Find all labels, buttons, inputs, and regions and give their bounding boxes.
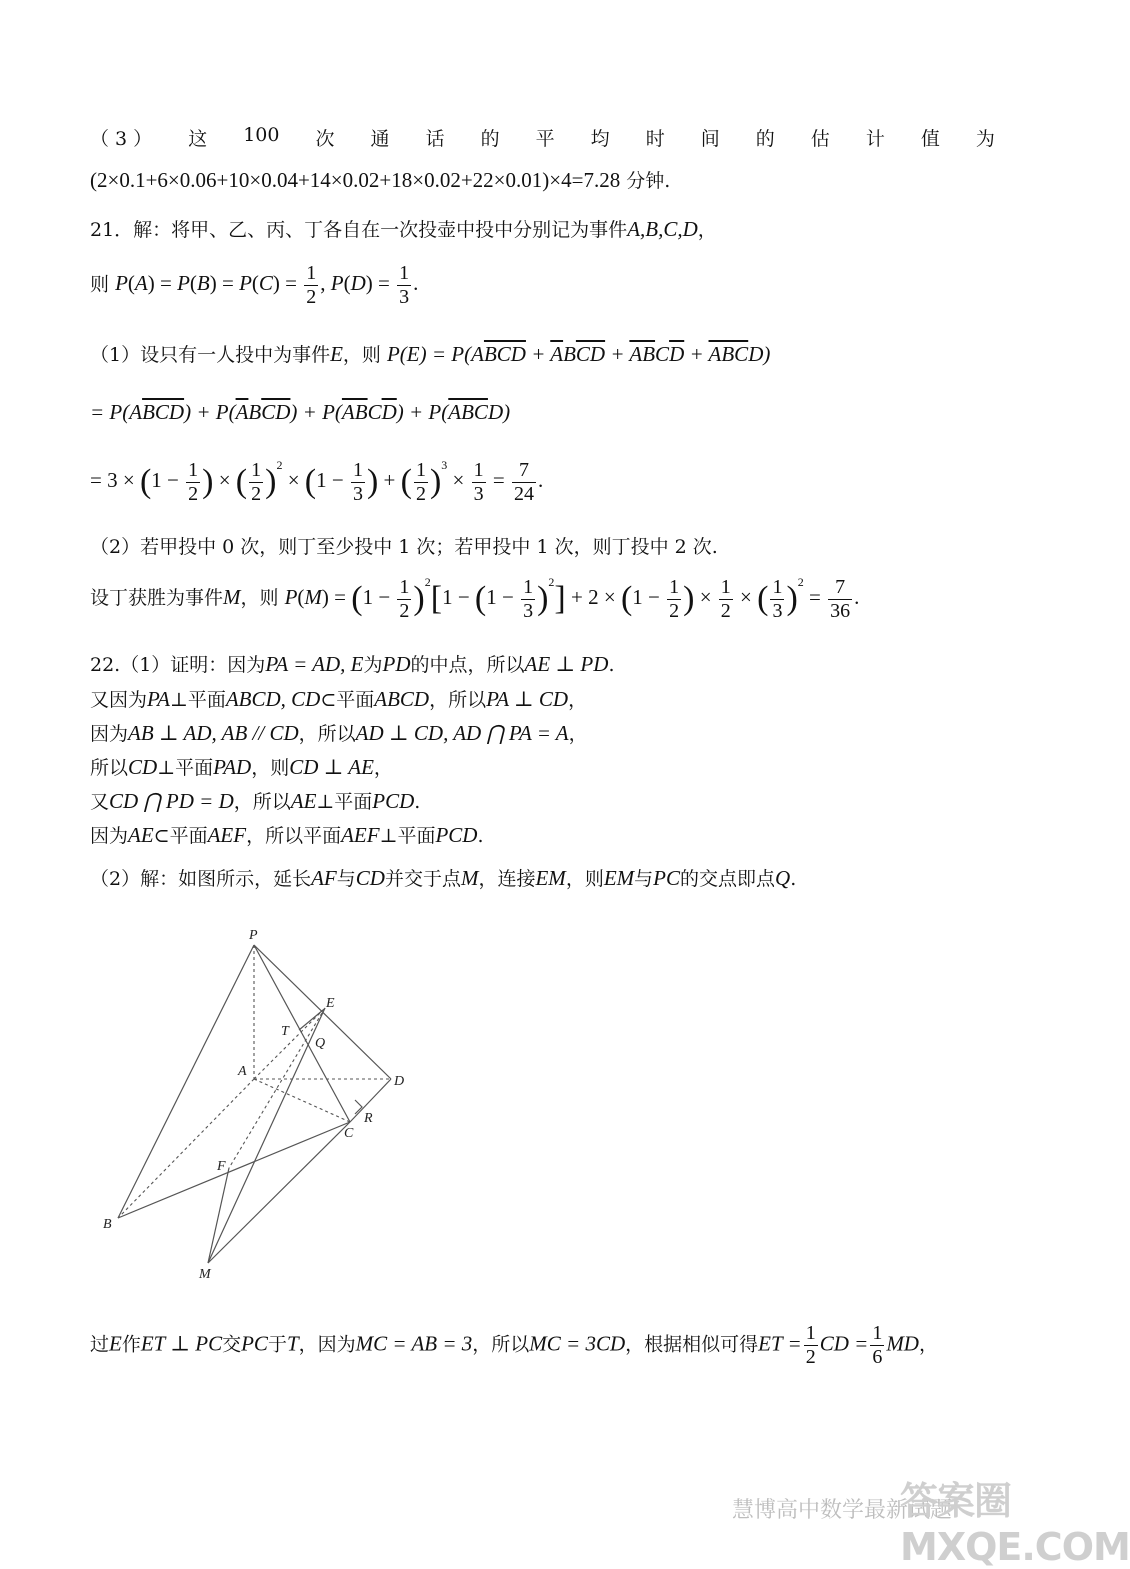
q22-math: CD (128, 755, 158, 779)
q22-text: ⊥平面 (379, 825, 436, 847)
q22-text: 过 (90, 1333, 110, 1356)
q20-char: 均 (590, 128, 610, 150)
edge-FM (208, 1168, 229, 1263)
q21-result1-den: 24 (513, 482, 534, 505)
label-E: E (326, 996, 335, 1011)
q21-p2-mid: ，则 (240, 587, 279, 609)
q21-p1-formula2: = $P(A\overline{BCD}) + P(\overline{A}B\overline{CD}) + P(\overline{AB}C\overline{D}) + P(\overline{ABC}D)$ (90, 400, 511, 424)
q20-char: 为 (975, 128, 995, 150)
q21-probs-formula: P(A) = P(B) = P(C) = $\frac{1}{2}$ , P(D) = $\frac{1}{3}$ . (115, 262, 419, 308)
q22-math: AEF (341, 823, 380, 847)
q22-text: 与 (634, 868, 654, 890)
q22-math: EM (603, 866, 635, 890)
q22-text: 又 (90, 791, 110, 813)
label-D: D (394, 1074, 405, 1089)
q21-result1-num: 7 (512, 459, 536, 483)
edge-PB (118, 945, 254, 1218)
edge-AB (118, 1079, 254, 1218)
q22-last-line: 过E作ET ⊥ PC交PC于T，因为MC = AB = 3，所以MC = 3CD，根据相似可得ET = $\frac{1}{2}$ CD = $\frac{1}{6}$ MD， (90, 1322, 938, 1368)
label-P: P (249, 928, 258, 943)
q22-math: PA (147, 687, 170, 711)
q20-char: 值 (920, 128, 940, 150)
q21-probs-prefix: 则 (90, 273, 110, 296)
q21-p1-formula3: = 3 × (1 − $\frac{1}{2}$ ) × ( $\frac{1}{2}$ )$^2$ × (1 − $\frac{1}{3}$ ) + ( $\frac{1}{2}$ )$^3$ × $\frac{1}{3}$ = $\frac{7}{24}$ . (90, 458, 544, 505)
q22-text: ⊥平面 (316, 791, 373, 813)
edge-PD (254, 945, 391, 1079)
q20-char: 的 (480, 128, 500, 150)
q22-text: ，所以平面 (246, 825, 342, 847)
q22-l1-f: AE ⊥ PD (524, 652, 609, 676)
q22-math: CD ⊥ AE (289, 755, 374, 779)
q21-result2-num: 7 (828, 576, 852, 600)
q22-math: PCD (435, 823, 478, 847)
q22-text: ，则 (251, 757, 290, 779)
q20-char: 的 (755, 128, 775, 150)
q22-math: T (286, 1331, 299, 1356)
q22-math: CD = (819, 1331, 869, 1356)
q20-char: 计 (865, 128, 885, 150)
watermark-logo: 答案圈 MXQE.COM (900, 1479, 1130, 1569)
q22-text: ， (918, 1333, 938, 1356)
q20-char: 次 (315, 128, 335, 150)
q22-text: ，则 (565, 868, 604, 890)
q22-text: ⊂平面 (153, 825, 208, 847)
q22-l1-d: PD (382, 652, 411, 676)
label-M: M (199, 1267, 211, 1282)
q22-math: MC = 3CD (529, 1331, 626, 1356)
edge-CM (208, 1122, 350, 1263)
q22-math: Q (775, 866, 791, 890)
q20-char: 通 (370, 128, 390, 150)
q22-text: . (790, 868, 797, 890)
q22-text: 又因为 (90, 689, 148, 711)
q22-text: ，根据相似可得 (625, 1333, 759, 1356)
q22-l1-a: 22.（1）证明：因为 (90, 654, 266, 676)
q22-math: M (460, 866, 479, 890)
q22-l1-g: . (608, 654, 615, 676)
q22-text: 并交于点 (384, 868, 461, 890)
q22-math: AE (128, 823, 154, 847)
q22-text: 交 (222, 1333, 242, 1356)
q21-p1-event: E (330, 342, 343, 366)
q22-math: AE (290, 789, 317, 813)
q22-math: AEF (207, 823, 247, 847)
q20-char: 时 (645, 128, 665, 150)
q21-p1-formula: $P(E) = P(A\overline{BCD} + \overline{A}B\overline{CD} + \overline{AB}C\overline{D} + \overline{ABC}D)$ (386, 342, 771, 366)
label-A: A (238, 1064, 247, 1079)
q20-char: 估 (810, 128, 830, 150)
q22-text: 的交点即点 (680, 868, 776, 890)
edge-AC (254, 1079, 350, 1122)
q22-text: ，所以 (429, 689, 487, 711)
right-angle-mark (355, 1100, 362, 1114)
q21-intro-text: 21．解：将甲、乙、丙、丁各自在一次投壶中投中分别记为事件 (90, 219, 628, 241)
q21-result2-den: 36 (830, 599, 851, 622)
q20-part3-label: （ 3 ） (90, 128, 153, 150)
q22-text: ， (568, 723, 588, 745)
q22-text: ， (568, 689, 588, 711)
q22-math: E (109, 1331, 122, 1356)
q21-p1-label: （1）设只有一人投中为事件 (90, 344, 331, 366)
q21-intro-end: ， (697, 219, 717, 241)
q22-math: PA ⊥ CD (486, 687, 569, 711)
q22-math: ET ⊥ PC (140, 1331, 223, 1356)
q22-text: ⊥平面 (157, 757, 214, 779)
q21-p2-formula: P(M) = (1 − $\frac{1}{2}$ )$^2$[1 − (1 − $\frac{1}{3}$ )$^2$] + 2 × (1 − $\frac{1}{2}$ ) × $\frac{1}{2}$ × ( $\frac{1}{3}$ )$^2$ = $\frac{7}{36}$ . (284, 575, 860, 622)
q22-text: ，所以 (472, 1333, 530, 1356)
q21-p1-mid: ，则 (342, 344, 381, 366)
q20-formula: (2×0.1+6×0.06+10×0.04+14×0.02+18×0.02+22×0.01)×4=7.28 (90, 168, 621, 192)
q21-p2-event: M (223, 585, 241, 609)
q20-unit: 分钟. (626, 170, 671, 192)
q22-l1-e: 的中点，所以 (410, 654, 525, 676)
q22-math: CD ⋂ PD = D (109, 789, 234, 813)
q22-text: ， (373, 757, 393, 779)
q22-math: AD ⊥ CD, AD ⋂ PA = A (355, 721, 569, 745)
q22-math: EM (535, 866, 566, 890)
q22-text: 作 (121, 1333, 141, 1356)
q22-math: ABCD (374, 687, 430, 711)
q21-events: A,B,C,D (627, 217, 698, 241)
label-T: T (281, 1024, 289, 1039)
edge-BC (118, 1122, 350, 1218)
q20-char: 平 (535, 128, 555, 150)
q22-text: （2）解：如图所示，延长 (90, 868, 312, 890)
q22-math: MC = AB = 3 (355, 1331, 473, 1356)
watermark-text: 慧博高中数学最新试题 (732, 1498, 953, 1523)
q22-text: 因为 (90, 723, 129, 745)
q22-math: CD (355, 866, 385, 890)
label-F: F (217, 1159, 226, 1174)
q21-p2-text: （2）若甲投中 0 次，则丁至少投中 1 次；若甲投中 1 次，则丁投中 2 次. (90, 536, 718, 558)
q21-p2-prefix: 设丁获胜为事件 (90, 587, 224, 609)
q22-text: ⊥平面 (169, 689, 226, 711)
edge-PC (254, 945, 350, 1122)
q22-text: 与 (336, 868, 356, 890)
q22-text: ，连接 (478, 868, 536, 890)
q22-text: ，所以 (298, 723, 356, 745)
edge-EF (229, 1008, 325, 1168)
q20-char: 100 (243, 124, 280, 146)
q20-char: 间 (700, 128, 720, 150)
q22-math: MD (886, 1331, 919, 1356)
q22-math: PCD (372, 789, 415, 813)
label-C: C (344, 1126, 354, 1141)
label-Q: Q (315, 1036, 326, 1051)
q22-text: ⊂平面 (320, 689, 375, 711)
q22-text: 于 (267, 1333, 287, 1356)
label-R: R (364, 1111, 373, 1126)
q20-char: 这 (188, 128, 208, 150)
q22-l1-c: 为 (363, 654, 383, 676)
q22-math: PAD (213, 755, 252, 779)
q22-text: 因为 (90, 825, 129, 847)
q22-math: ET = (758, 1331, 802, 1356)
q22-l1-b: PA = AD, E (265, 652, 364, 676)
label-B: B (103, 1217, 112, 1232)
q22-text: . (477, 825, 484, 847)
q22-text: ，所以 (233, 791, 291, 813)
q22-text: ，因为 (298, 1333, 356, 1356)
q22-math: AF (311, 866, 337, 890)
q20-char: 话 (425, 128, 445, 150)
edge-EM (208, 1008, 325, 1263)
q22-math: AB ⊥ AD, AB // CD (128, 721, 299, 745)
q22-text: . (414, 791, 421, 813)
q22-math: ABCD, CD (225, 687, 321, 711)
q22-math: PC (653, 866, 681, 890)
q22-math: PC (241, 1331, 268, 1356)
q22-text: 所以 (90, 757, 129, 779)
